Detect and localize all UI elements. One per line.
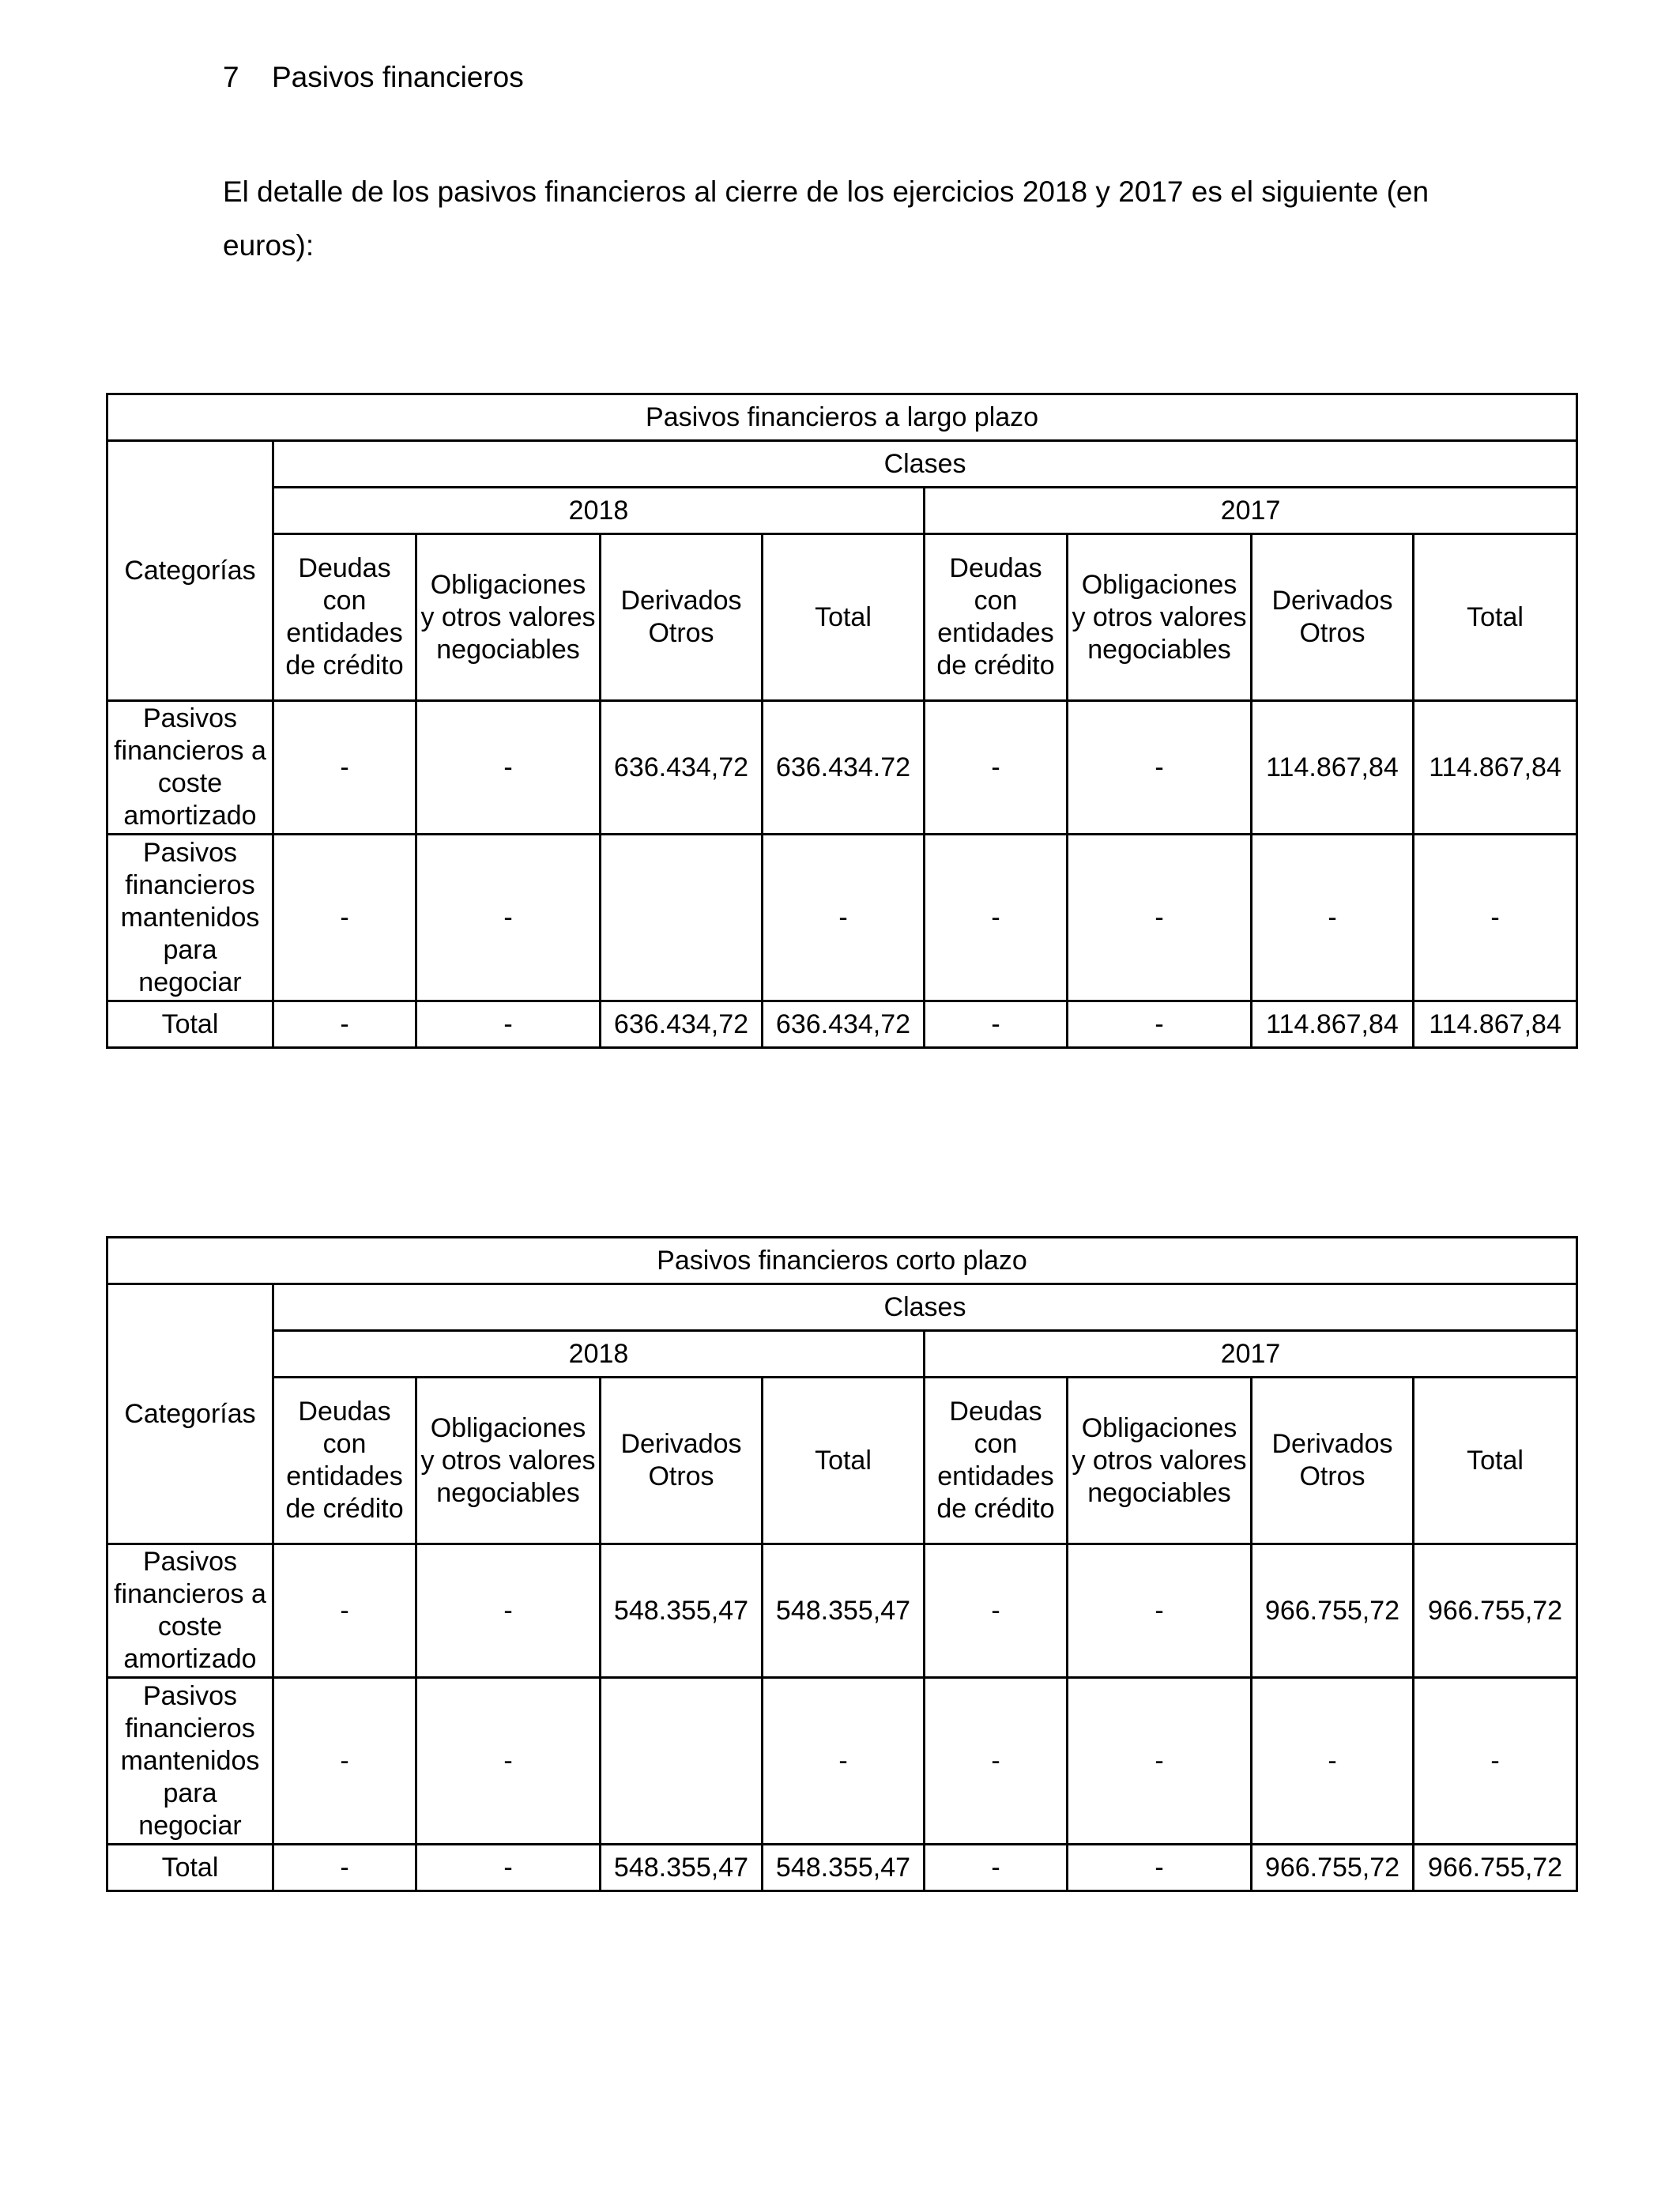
column-header: Deudas con entidades de crédito bbox=[273, 1378, 416, 1544]
table-cell: - bbox=[925, 1544, 1068, 1678]
categories-header: Categorías bbox=[107, 441, 273, 701]
table-cell: 636.434,72 bbox=[601, 1001, 763, 1048]
table-cell: - bbox=[925, 1845, 1068, 1891]
table-cell: - bbox=[273, 701, 416, 835]
column-header: Obligaciones y otros valores negociables bbox=[1068, 534, 1252, 701]
table-cell: 636.434,72 bbox=[601, 701, 763, 835]
row-label: Total bbox=[107, 1001, 273, 1048]
section-number: 7 bbox=[223, 61, 239, 93]
column-header: Deudas con entidades de crédito bbox=[925, 534, 1068, 701]
table-row-total bbox=[107, 1001, 1577, 1048]
year-header-2017: 2017 bbox=[925, 488, 1577, 534]
column-header: Derivados Otros bbox=[1252, 1378, 1414, 1544]
column-header: Obligaciones y otros valores negociables bbox=[1068, 1378, 1252, 1544]
table-cell: - bbox=[1414, 1678, 1577, 1845]
table-title: Pasivos financieros corto plazo bbox=[107, 1238, 1577, 1284]
table-row bbox=[107, 1678, 1577, 1845]
table-cell: - bbox=[1068, 701, 1252, 835]
column-header: Total bbox=[1414, 1378, 1577, 1544]
table-cell: 636.434.72 bbox=[763, 701, 925, 835]
row-label: Pasivos financieros a coste amortizado bbox=[107, 701, 273, 835]
table-cell bbox=[601, 1678, 763, 1845]
classes-header: Clases bbox=[273, 1284, 1577, 1331]
table-cell: - bbox=[1068, 1678, 1252, 1845]
table-cell: - bbox=[925, 701, 1068, 835]
table-cell: 548.355,47 bbox=[763, 1845, 925, 1891]
column-header: Deudas con entidades de crédito bbox=[925, 1378, 1068, 1544]
table-cell: - bbox=[925, 835, 1068, 1001]
year-header-2018: 2018 bbox=[273, 1331, 925, 1378]
column-header: Total bbox=[763, 1378, 925, 1544]
table-title: Pasivos financieros a largo plazo bbox=[107, 394, 1577, 441]
section-heading bbox=[223, 55, 524, 100]
table-corto-plazo bbox=[106, 1236, 1578, 1892]
table-cell: 114.867,84 bbox=[1252, 1001, 1414, 1048]
table-cell: - bbox=[763, 835, 925, 1001]
table-row bbox=[107, 1544, 1577, 1678]
table-cell: 636.434,72 bbox=[763, 1001, 925, 1048]
table-cell: - bbox=[1068, 1845, 1252, 1891]
table-cell: 966.755,72 bbox=[1414, 1845, 1577, 1891]
table-cell bbox=[601, 835, 763, 1001]
table-cell: - bbox=[1414, 835, 1577, 1001]
categories-header: Categorías bbox=[107, 1284, 273, 1544]
table-row bbox=[107, 701, 1577, 835]
table-cell: 966.755,72 bbox=[1252, 1544, 1414, 1678]
table-cell: 548.355,47 bbox=[601, 1544, 763, 1678]
table-cell: 114.867,84 bbox=[1414, 701, 1577, 835]
table-cell: - bbox=[1252, 835, 1414, 1001]
table-cell: - bbox=[925, 1678, 1068, 1845]
intro-paragraph: El detalle de los pasivos financieros al cierre de los ejercicios 2018 y 2017 es el siguiente (en euros): bbox=[223, 175, 1430, 262]
table-cell: - bbox=[416, 1845, 601, 1891]
table-cell: - bbox=[925, 1001, 1068, 1048]
column-header: Derivados Otros bbox=[601, 534, 763, 701]
table-row-total bbox=[107, 1845, 1577, 1891]
table-cell: 114.867,84 bbox=[1414, 1001, 1577, 1048]
row-label: Total bbox=[107, 1845, 273, 1891]
table-cell: - bbox=[1068, 1544, 1252, 1678]
table-cell: - bbox=[273, 1001, 416, 1048]
row-label: Pasivos financieros a coste amortizado bbox=[107, 1544, 273, 1678]
table-cell: - bbox=[416, 1678, 601, 1845]
column-header: Obligaciones y otros valores negociables bbox=[416, 534, 601, 701]
row-label: Pasivos financieros mantenidos para negociar bbox=[107, 1678, 273, 1845]
table-cell: - bbox=[416, 835, 601, 1001]
table-cell: - bbox=[1252, 1678, 1414, 1845]
column-header: Obligaciones y otros valores negociables bbox=[416, 1378, 601, 1544]
table-cell: - bbox=[273, 835, 416, 1001]
table-row bbox=[107, 835, 1577, 1001]
year-header-2018: 2018 bbox=[273, 488, 925, 534]
table-cell: 966.755,72 bbox=[1414, 1544, 1577, 1678]
column-header: Total bbox=[763, 534, 925, 701]
column-header: Deudas con entidades de crédito bbox=[273, 534, 416, 701]
row-label: Pasivos financieros mantenidos para negociar bbox=[107, 835, 273, 1001]
table-largo-plazo bbox=[106, 393, 1578, 1049]
table-cell: 548.355,47 bbox=[763, 1544, 925, 1678]
table-cell: - bbox=[1068, 1001, 1252, 1048]
table-cell: - bbox=[416, 701, 601, 835]
column-header: Derivados Otros bbox=[601, 1378, 763, 1544]
year-header-2017: 2017 bbox=[925, 1331, 1577, 1378]
table-cell: 114.867,84 bbox=[1252, 701, 1414, 835]
table-cell: - bbox=[273, 1845, 416, 1891]
table-cell: 966.755,72 bbox=[1252, 1845, 1414, 1891]
table-cell: - bbox=[1068, 835, 1252, 1001]
classes-header: Clases bbox=[273, 441, 1577, 488]
table-cell: - bbox=[273, 1544, 416, 1678]
column-header: Derivados Otros bbox=[1252, 534, 1414, 701]
section-title: Pasivos financieros bbox=[272, 61, 524, 93]
table-cell: - bbox=[273, 1678, 416, 1845]
table-cell: - bbox=[416, 1001, 601, 1048]
table-cell: - bbox=[416, 1544, 601, 1678]
table-cell: 548.355,47 bbox=[601, 1845, 763, 1891]
table-cell: - bbox=[763, 1678, 925, 1845]
column-header: Total bbox=[1414, 534, 1577, 701]
